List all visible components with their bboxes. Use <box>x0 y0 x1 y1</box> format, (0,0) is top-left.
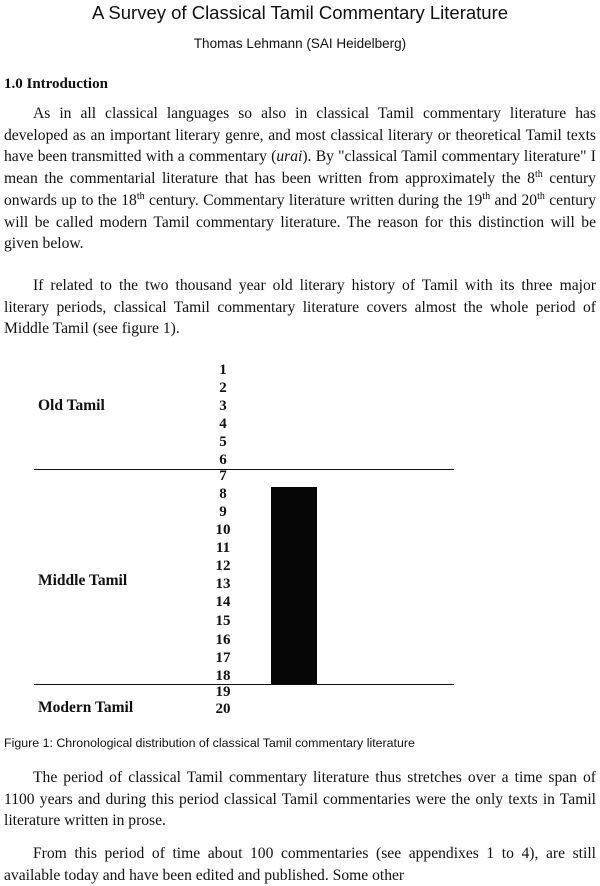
century-label: 4 <box>219 416 227 432</box>
century-label: 2 <box>219 380 227 396</box>
century-label: 20 <box>215 701 231 717</box>
paragraph-4: From this period of time about 100 commentaries (see appendixes 1 to 4), are still available today and have been edited and published. Some other <box>4 845 596 884</box>
paragraph-3: The period of classical Tamil commentary literature thus stretches over a time span of 1100 years and during this period classical Tamil commentaries were the only texts in Tamil literature written in prose. <box>4 769 596 830</box>
paragraph-1-text-b: ). By "classical Tamil commentary literature" I mean the commentarial literature that has been written from approximately the 8 <box>4 148 596 188</box>
century-label: 8 <box>219 486 227 502</box>
urai-term: urai <box>276 148 303 166</box>
paragraph-1-text-d: century. Commentary literature written during the 19 <box>144 191 483 209</box>
century-label: 9 <box>219 504 227 520</box>
document-title: A Survey of Classical Tamil Commentary Literature <box>91 2 509 23</box>
period-divider-old-middle <box>34 469 454 470</box>
century-label: 19 <box>215 684 231 700</box>
period-label-modern-tamil: Modern Tamil <box>38 699 134 716</box>
century-label: 14 <box>215 594 231 610</box>
period-label-old-tamil: Old Tamil <box>38 397 105 414</box>
century-label: 3 <box>219 398 227 414</box>
paragraph-1 <box>4 103 596 255</box>
document-author: Thomas Lehmann (SAI Heidelberg) <box>193 36 407 51</box>
paragraph-1-text-c: century onwards up to the 18 <box>4 170 596 209</box>
century-label: 5 <box>219 434 227 450</box>
period-label-middle-tamil: Middle Tamil <box>38 572 128 589</box>
paragraph-1-text-e: and 20 <box>490 191 538 209</box>
paragraph-1-text-f: century will be called modern Tamil commentary literature. The reason for this distinction will be given below. <box>4 191 597 253</box>
century-label: 12 <box>215 558 231 574</box>
commentary-period-bar <box>271 487 317 684</box>
section-heading: 1.0 Introduction <box>4 76 108 92</box>
century-label: 1 <box>219 362 227 378</box>
paragraph-2: If related to the two thousand year old literary history of Tamil with its three major literary periods, classical Tamil commentary literature covers almost the whole period of Middle Tamil (see figure 1). <box>4 277 596 338</box>
century-label: 11 <box>215 540 231 556</box>
chronology-figure <box>0 357 600 727</box>
century-label: 6 <box>219 452 227 468</box>
century-label: 13 <box>215 576 231 592</box>
century-label: 10 <box>215 522 231 538</box>
superscript-th: th <box>537 190 545 202</box>
superscript-th: th <box>482 190 491 202</box>
paragraph-1-text-a: As in all classical languages so also in classical Tamil commentary literature has developed as an important literary genre, and most classical literary or theoretical Tamil texts have been transmitted with a commentary ( <box>4 105 596 166</box>
century-label: 17 <box>215 650 231 666</box>
century-label: 7 <box>219 468 227 484</box>
superscript-th: th <box>136 190 145 202</box>
century-label: 15 <box>215 613 231 629</box>
century-label: 16 <box>215 632 231 648</box>
figure-caption: Figure 1: Chronological distribution of classical Tamil commentary literature <box>4 736 415 750</box>
superscript-th: th <box>534 169 543 181</box>
period-divider-middle-modern <box>34 684 454 685</box>
century-label: 18 <box>215 668 231 684</box>
